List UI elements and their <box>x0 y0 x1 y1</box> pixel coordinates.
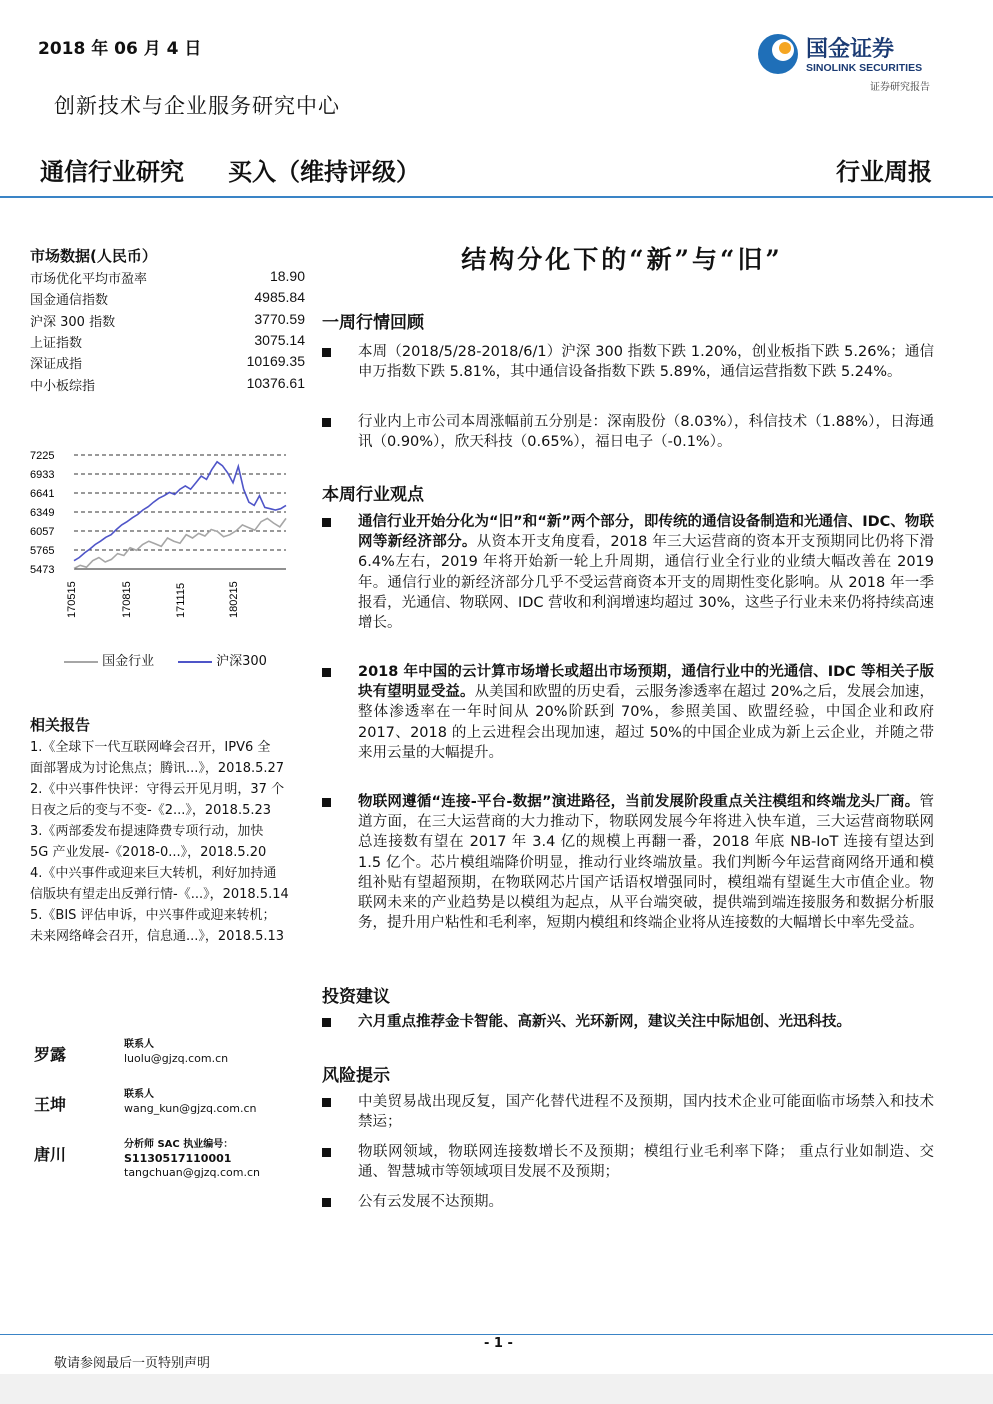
bullet-square-icon <box>322 1018 331 1027</box>
bullet-item <box>322 1092 934 1132</box>
page-number: - 1 - <box>484 1336 513 1351</box>
bullet-text <box>358 512 934 633</box>
logo-subtitle: 证券研究报告 <box>870 82 930 93</box>
y-tick-label: 6641 <box>30 488 55 500</box>
market-data-label: 沪深 300 指数 <box>30 314 116 330</box>
bullet-square-icon <box>322 1148 331 1157</box>
disclaimer-note: 敬请参阅最后一页特别声明 <box>54 1356 211 1371</box>
section-heading: 风险提示 <box>322 1066 390 1086</box>
bullet-item <box>322 1142 934 1182</box>
logo-cn-text: 国金证券 <box>806 37 895 62</box>
market-data-label: 中小板综指 <box>30 378 96 394</box>
research-center: 创新技术与企业服务研究中心 <box>54 94 340 118</box>
bullet-item <box>322 512 934 633</box>
x-tick-label: 170815 <box>121 581 133 618</box>
bullet-text <box>358 1012 934 1032</box>
related-reports-list <box>30 737 314 947</box>
x-tick-label: 171115 <box>175 582 187 618</box>
bullet-item <box>322 792 934 933</box>
author-email: tangchuan@gjzq.com.cn <box>124 1166 261 1179</box>
author-role: 联系人 <box>124 1039 154 1050</box>
bullet-body: 本周（2018/5/28-2018/6/1）沪深 300 指数下跌 1.20%，创业板指下跌 5.26%；通信申万指数下跌 5.81%，其中通信设备指数下跌 5.89%，通信运营指数下跌 5.24%。 <box>358 344 934 381</box>
bullet-text <box>358 662 934 763</box>
market-data-value: 3075.14 <box>254 331 305 348</box>
index-line-chart <box>28 440 318 630</box>
bullet-body: 从资本开支角度看，2018 年三大运营商的资本开支预期同比仍将下滑 6.4%左右，2019 年将开始新一轮上升周期，通信行业全行业的业绩大幅改善在 2019 年。通信行业的新经济部分几乎不受运营商资本开支的周期性变化影响。从 2018 年一季报看，光通信、物联网、IDC 营收和利润增速均超过 30%，这些子行业未来仍将持续高速增长。 <box>358 534 934 632</box>
bullet-item <box>322 662 934 763</box>
related-report-line: 5.《BIS 评估申诉，中兴事件或迎来转机； <box>30 908 276 923</box>
bullet-item <box>322 1192 934 1212</box>
related-report-line: 日夜之后的变与不变-《2...》，2018.5.23 <box>30 803 272 818</box>
author-role: 联系人 <box>124 1089 154 1100</box>
y-tick-label: 5473 <box>30 564 55 576</box>
market-data-value: 10169.35 <box>246 353 305 370</box>
y-tick-label: 6349 <box>30 507 55 519</box>
series-line-hs300 <box>74 462 286 561</box>
bullet-body: 公有云发展不达预期。 <box>358 1194 503 1210</box>
bullet-text <box>358 792 934 933</box>
bullet-bold-lead: 物联网遵循“连接-平台-数据”演进路径，当前发展阶段重点关注模组和终端龙头厂商。 <box>358 794 920 810</box>
bullet-square-icon <box>322 518 331 527</box>
author-name: 罗露 <box>34 1045 67 1064</box>
author-sac-code: S1130517110001 <box>124 1152 232 1165</box>
author-contact <box>124 1138 260 1180</box>
market-data-label: 市场优化平均市盈率 <box>30 272 148 287</box>
author-email: wang_kun@gjzq.com.cn <box>124 1102 257 1115</box>
author-contact <box>124 1088 256 1116</box>
bullet-square-icon <box>322 1098 331 1107</box>
header-divider <box>0 196 993 198</box>
section-heading: 一周行情回顾 <box>322 313 424 333</box>
section-heading: 投资建议 <box>322 987 390 1007</box>
author-role: 分析师 SAC 执业编号： <box>124 1139 234 1150</box>
related-report-line: 3.《两部委发布提速降费专项行动，加快 <box>30 824 264 839</box>
report-title: 结构分化下的“新”与“旧” <box>461 245 783 274</box>
market-data-value: 18.90 <box>269 268 305 284</box>
y-tick-label: 6057 <box>30 526 55 538</box>
bullet-body: 管道方面，在三大运营商的大力推动下，物联网发展今年将进入快车道，三大运营商物联网总连接数有望在 2017 年 3.4 亿的规模上再翻一番，2018 年底 NB-IoT 连接有望达到 1.5 亿个。芯片模组端降价明显，推动行业终端放量。我们判断今年运营商网络开通和模组补贴有望超预期，在物联网芯片国产话语权增强同时，模组端有望诞生大市值企业。物联网未来的产业趋势是以模组为起点，从平台端突破，提供端到端连接服务和数据分析服务，提升用户粘性和毛利率，短期内模组和终端企业将从连接数的大幅增长中率先受益。 <box>358 794 934 932</box>
bullet-body: 物联网领域，物联网连接数增长不及预期；模组行业毛利率下降； 重点行业如制造、交通、智慧城市等领域项目发展不及预期； <box>358 1144 934 1181</box>
logo-en-text: SINOLINK SECURITIES <box>806 62 923 74</box>
bullet-square-icon <box>322 668 331 677</box>
bullet-body: 行业内上市公司本周涨幅前五分别是：深南股份（8.03%），科信技术（1.88%），日海通讯（0.90%），欣天科技（0.65%），福日电子（-0.1%）。 <box>358 414 934 451</box>
bullet-square-icon <box>322 1198 331 1207</box>
legend-label-industry: 国金行业 <box>102 654 155 669</box>
bullet-text <box>358 1092 934 1132</box>
footer-band <box>0 1374 993 1404</box>
x-tick-label: 180215 <box>228 581 240 618</box>
related-report-line: 信版块有望走出反弹行情-《...》，2018.5.14 <box>30 887 289 902</box>
series-line-industry <box>74 518 286 568</box>
company-logo <box>756 30 946 78</box>
author-name: 唐川 <box>34 1145 67 1164</box>
x-tick-label: 170515 <box>66 581 78 618</box>
bullet-item <box>322 342 934 382</box>
y-tick-label: 5765 <box>30 545 55 557</box>
bullet-text <box>358 1142 934 1182</box>
author-contact <box>124 1038 228 1066</box>
bullet-bold-lead: 通信行业开始分化为“旧”和“新”两个部分，即传统的通信设备制造和光通信、IDC、物联网等新经济部分。 <box>358 514 934 551</box>
author-name: 王坤 <box>34 1095 67 1114</box>
related-report-line: 2.《中兴事件快评：守得云开见月明，37 个 <box>30 782 285 797</box>
bullet-square-icon <box>322 418 331 427</box>
bullet-text <box>358 1192 934 1212</box>
related-report-line: 未来网络峰会召开，信息通...》，2018.5.13 <box>30 929 285 944</box>
y-tick-label: 7225 <box>30 450 55 462</box>
y-tick-label: 6933 <box>30 469 55 481</box>
bullet-square-icon <box>322 348 331 357</box>
rating-title: 买入（维持评级） <box>228 158 420 186</box>
related-report-line: 面部署成为讨论焦点；腾讯...》，2018.5.27 <box>30 761 285 776</box>
market-data-label: 国金通信指数 <box>30 293 109 309</box>
bullet-square-icon <box>322 798 331 807</box>
market-data-heading: 市场数据(人民币） <box>30 247 157 265</box>
related-reports-heading: 相关报告 <box>30 716 91 734</box>
market-data-value: 4985.84 <box>254 289 305 306</box>
footer-divider <box>0 1334 993 1335</box>
legend-label-hs300: 沪深300 <box>216 654 267 669</box>
industry-title: 通信行业研究 <box>40 158 184 186</box>
related-report-line: 4.《中兴事件或迎来巨大转机，利好加持通 <box>30 866 277 881</box>
related-report-line: 5G 产业发展-《2018-0...》，2018.5.20 <box>30 845 267 860</box>
market-data-label: 深证成指 <box>30 357 83 373</box>
market-data-value: 10376.61 <box>246 374 305 391</box>
bullet-bold-lead: 六月重点推荐金卡智能、高新兴、光环新网，建议关注中际旭创、光迅科技。 <box>358 1014 851 1030</box>
legend-swatch-industry <box>64 661 98 663</box>
section-heading: 本周行业观点 <box>322 485 424 505</box>
related-report-line: 1.《全球下一代互联网峰会召开，IPV6 全 <box>30 740 271 755</box>
legend-item-industry <box>64 650 154 669</box>
market-data-label: 上证指数 <box>30 335 83 351</box>
bullet-body: 中美贸易战出现反复，国产化替代进程不及预期，国内技术企业可能面临市场禁入和技术禁运； <box>358 1094 934 1131</box>
author-email: luolu@gjzq.com.cn <box>124 1052 229 1065</box>
report-type: 行业周报 <box>836 157 932 186</box>
bullet-item <box>322 1012 934 1032</box>
bullet-bold-lead: 2018 年中国的云计算市场增长或超出市场预期，通信行业中的光通信、IDC 等相关子版块有望明显受益。 <box>358 664 934 701</box>
report-date: 2018 年 06 月 4 日 <box>38 39 202 59</box>
bullet-text <box>358 412 934 452</box>
bullet-item <box>322 412 934 452</box>
legend-swatch-hs300 <box>178 661 212 663</box>
bullet-text <box>358 342 934 382</box>
logo-emblem-icon <box>756 30 946 78</box>
bullet-body: 从美国和欧盟的历史看，云服务渗透率在超过 20%之后，发展会加速，整体渗透率在一年时间从 20%阶跃到 70%，参照美国、欧盟经验，中国企业和政府 2017、2018 的上云进程会出现加速，超过 50%的中国企业成为新上云企业，并随之带来用云量的大幅提升。 <box>358 684 934 761</box>
legend-item-hs300 <box>178 650 267 669</box>
market-data-value: 3770.59 <box>254 310 305 327</box>
index-chart <box>28 440 318 630</box>
